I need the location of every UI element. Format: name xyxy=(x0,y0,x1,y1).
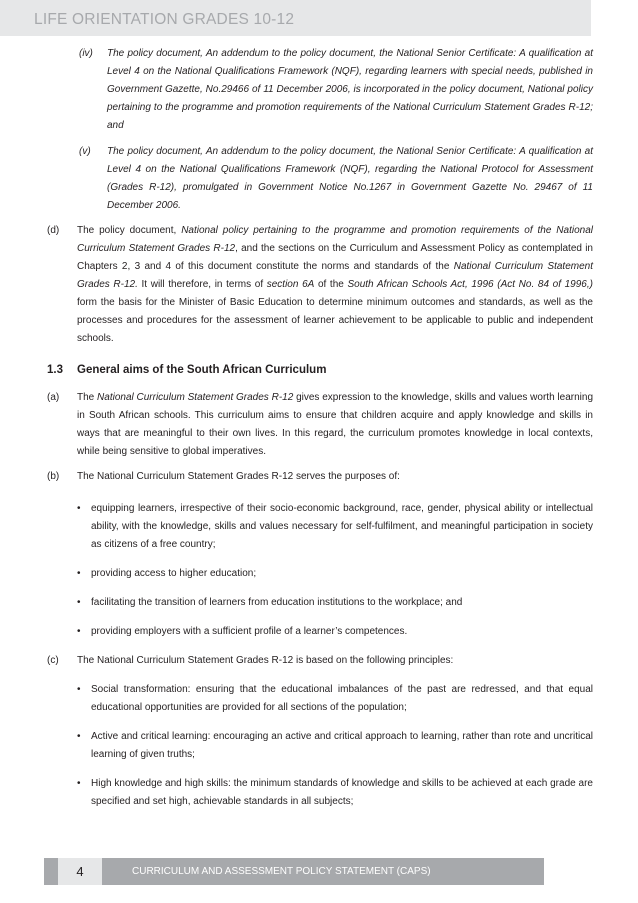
aim-a-label: (a) xyxy=(47,392,60,403)
section-title: General aims of the South African Curriculum xyxy=(77,364,327,376)
bullet-icon: • xyxy=(77,778,81,789)
item-d-text: The policy document, National policy pertaining to the programme and promotion requirements of the National Curriculum Statement Grades R-12, and the sections on the Curriculum and Assessment Policy as contemplated in Chapters 2, 3 and 4 of this document constitute the norms and standards of the National Curriculum Statement Grades R-12. It will therefore, in terms of section 6A of the South African Schools Act, 1996 (Act No. 84 of 1996,) form the basis for the Minister of Basic Education to determine minimum outcomes and standards, as well as the processes and procedures for the assessment of learner achievement to be applicable to public and independent schools. xyxy=(77,225,594,344)
section-number: 1.3 xyxy=(47,364,63,376)
principle-bullet: Social transformation: ensuring that the educational imbalances of the past are redressed, and that equal educational opportunities are provided for all sections of the population; xyxy=(91,684,593,713)
aim-b-text: The National Curriculum Statement Grades R-12 serves the purposes of: xyxy=(77,471,400,482)
aim-c-label: (c) xyxy=(47,655,59,666)
bullet-icon: • xyxy=(77,731,81,742)
principle-bullet: Active and critical learning: encouraging an active and critical approach to learning, rather than rote and uncritical learning of given truths; xyxy=(91,731,593,760)
item-v-text: The policy document, An addendum to the policy document, the National Senior Certificate: A qualification at Level 4 on the National Qualifications Framework (NQF), regarding the National Protocol for Assessment (Grades R-12), promulgated in Government Notice No.1267 in Government Gazette No. 29467 of 11 December 2006. xyxy=(107,146,593,211)
principle-bullet: High knowledge and high skills: the minimum standards of knowledge and skills to be achieved at each grade are specified and set high, achievable standards in all subjects; xyxy=(91,778,593,807)
aim-a-text: The National Curriculum Statement Grades R-12 gives expression to the knowledge, skills and values worth learning in South African schools. This curriculum aims to ensure that children acquire and apply knowledge and skills in ways that are meaningful to their own lives. In this regard, the curriculum promotes knowledge in local contexts, while being sensitive to global imperatives. xyxy=(77,392,594,457)
purpose-bullet: providing access to higher education; xyxy=(91,568,257,579)
item-iv-text: The policy document, An addendum to the policy document, the National Senior Certificate: A qualification at Level 4 on the National Qualifications Framework (NQF), regarding learners with special needs, published in Government Gazette, No.29466 of 11 December 2006, is incorporated in the policy document, National policy pertaining to the programme and promotion requirements of the National Curriculum Statement Grades R-12; and xyxy=(107,48,593,131)
running-header-title: LIFE ORIENTATION GRADES 10-12 xyxy=(34,11,295,28)
purpose-bullet: facilitating the transition of learners from education institutions to the workplace; and xyxy=(91,597,463,608)
footer-title: CURRICULUM AND ASSESSMENT POLICY STATEMENT (CAPS) xyxy=(132,866,431,877)
aim-b-label: (b) xyxy=(47,471,60,482)
purpose-bullet: equipping learners, irrespective of their socio-economic background, race, gender, physical ability or intellectual ability, with the knowledge, skills and values necessary for self-fulfilment, and meaningful participation in society as citizens of a free country; xyxy=(91,503,593,550)
aim-c-text: The National Curriculum Statement Grades R-12 is based on the following principles: xyxy=(77,655,454,666)
item-d-label: (d) xyxy=(47,225,60,236)
bullet-icon: • xyxy=(77,684,81,695)
purpose-bullet: providing employers with a sufficient profile of a learner’s competences. xyxy=(91,626,408,637)
bullet-icon: • xyxy=(77,503,81,514)
bullet-icon: • xyxy=(77,597,81,608)
item-v-label: (v) xyxy=(79,146,91,157)
bullet-icon: • xyxy=(77,626,81,637)
page-number: 4 xyxy=(58,858,102,885)
bullet-icon: • xyxy=(77,568,81,579)
item-iv-label: (iv) xyxy=(79,48,93,59)
